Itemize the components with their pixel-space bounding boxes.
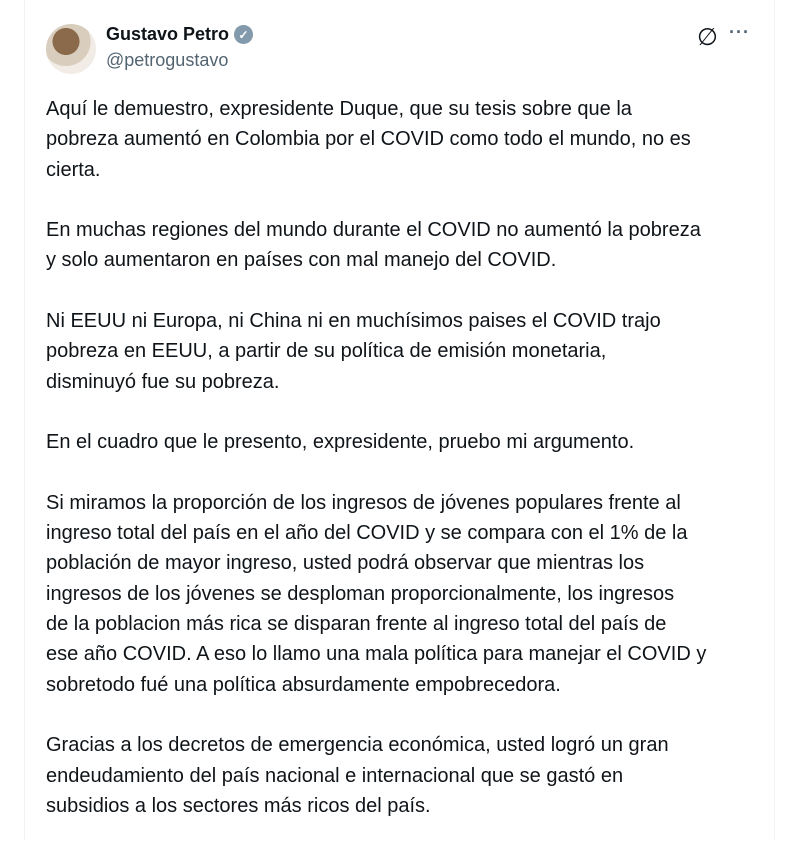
author-handle[interactable]: @petrogustavo: [106, 50, 229, 70]
text-line: cierta.: [46, 158, 101, 181]
text-line: población de mayor ingreso, usted podrá observar que mientras los: [46, 552, 645, 575]
text-line: sobretodo fué una política absurdamente empobrecedora.: [46, 673, 561, 696]
text-line: endeudamiento del país nacional e internacional que se gastó en: [46, 764, 624, 787]
text-line: Ni EEUU ni Europa, ni China ni en muchísimos paises el COVID trajo: [46, 310, 661, 333]
text-line: y solo aumentaron en países con mal manejo del COVID.: [46, 249, 557, 272]
verified-badge-icon: ✓: [234, 25, 253, 44]
text-line: ingreso total del país en el año del COVID y se compara con el 1% de la: [46, 522, 688, 545]
tweet-paragraph: [46, 427, 766, 457]
tweet-paragraph: [46, 730, 766, 821]
text-line: En muchas regiones del mundo durante el COVID no aumentó la pobreza: [46, 219, 701, 242]
text-line: ingresos de los jóvenes se desploman proporcionalmente, los ingresos: [46, 582, 675, 605]
text-line: Si miramos la proporción de los ingresos de jóvenes populares frente al: [46, 491, 681, 514]
text-line: En el cuadro que le presento, expresidente, pruebo mi argumento.: [46, 431, 635, 454]
tweet-paragraph: [46, 215, 766, 276]
text-line: subsidios a los sectores más ricos del país.: [46, 794, 431, 817]
tweet-paragraph: [46, 94, 766, 185]
tweet-paragraph: [46, 488, 766, 700]
tweet-paragraph: [46, 306, 766, 397]
author-name-text: Gustavo Petro: [106, 24, 230, 44]
avatar[interactable]: [46, 24, 96, 74]
text-line: pobreza en EEUU, a partir de su política de emisión monetaria,: [46, 340, 607, 363]
more-options-button[interactable]: ···: [729, 22, 750, 42]
text-line: Gracias a los decretos de emergencia económica, usted logró un gran: [46, 734, 669, 757]
tweet-text: [46, 94, 766, 851]
author-name[interactable]: [106, 24, 253, 45]
text-line: disminuyó fue su pobreza.: [46, 370, 280, 393]
text-line: pobreza aumentó en Colombia por el COVID como todo el mundo, no es: [46, 128, 691, 151]
text-line: ese año COVID. A eso lo llamo una mala política para manejar el COVID y: [46, 643, 707, 666]
grok-icon[interactable]: ∅: [697, 24, 718, 51]
text-line: de la poblacion más rica se disparan frente al ingreso total del país de: [46, 613, 667, 636]
text-line: Aquí le demuestro, expresidente Duque, que su tesis sobre que la: [46, 98, 632, 120]
